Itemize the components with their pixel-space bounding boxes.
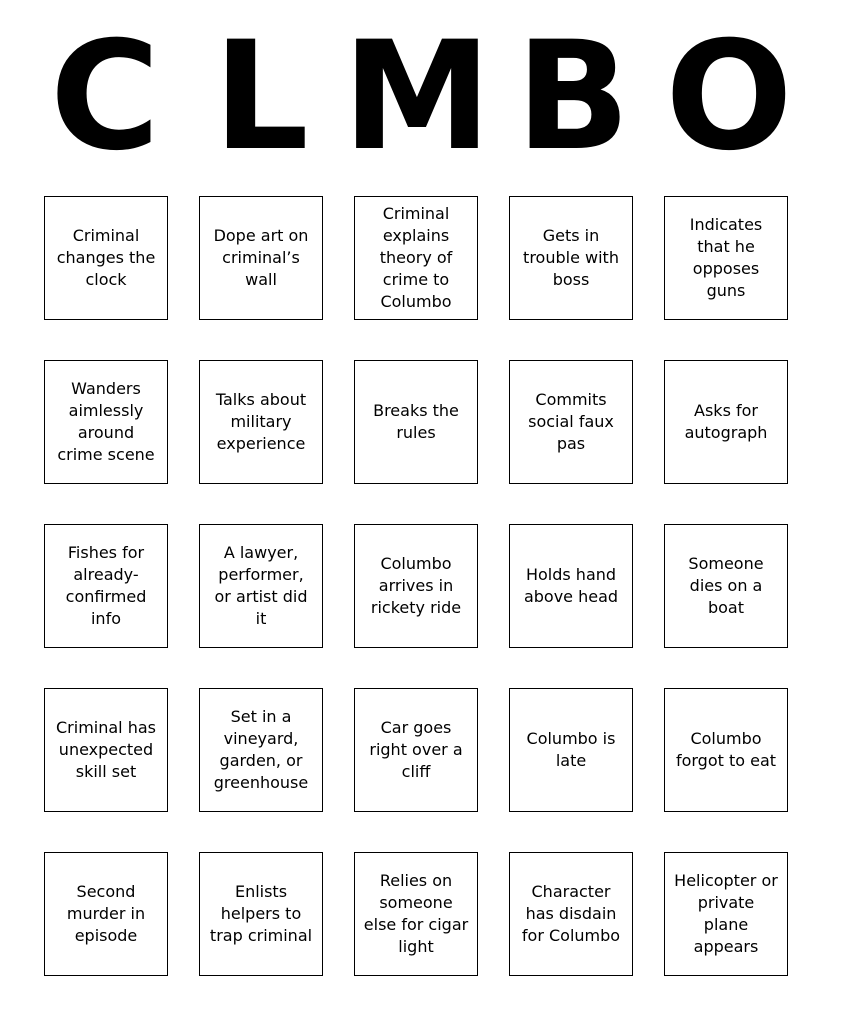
bingo-square[interactable] <box>509 688 633 812</box>
square-label: Helicopter or private plane appears <box>674 871 778 956</box>
square-label: A lawyer, performer, or artist did it <box>214 543 308 628</box>
square-label: Columbo arrives in rickety ride <box>370 554 462 617</box>
bingo-square[interactable] <box>44 688 168 812</box>
bingo-square[interactable] <box>199 196 323 320</box>
square-label: Indicates that he opposes guns <box>689 215 763 300</box>
square-label: Dope art on criminal’s wall <box>213 226 309 289</box>
square-label: Gets in trouble with boss <box>523 226 619 289</box>
bingo-square[interactable] <box>509 524 633 648</box>
square-label: Someone dies on a boat <box>688 554 764 617</box>
bingo-square[interactable] <box>664 196 788 320</box>
square-label: Enlists helpers to trap criminal <box>209 882 313 945</box>
title-letter: O <box>665 10 793 184</box>
bingo-square[interactable] <box>509 360 633 484</box>
bingo-square[interactable] <box>199 688 323 812</box>
bingo-square[interactable] <box>664 524 788 648</box>
square-label: Columbo forgot to eat <box>675 729 777 770</box>
title-letter: C <box>49 10 161 184</box>
bingo-square[interactable] <box>664 688 788 812</box>
square-label: Asks for autograph <box>684 401 768 442</box>
title-letter: M <box>342 10 492 184</box>
bingo-square[interactable] <box>354 196 478 320</box>
bingo-square[interactable] <box>354 524 478 648</box>
bingo-square[interactable] <box>509 852 633 976</box>
bingo-square[interactable] <box>354 360 478 484</box>
square-label: Commits social faux pas <box>528 390 614 453</box>
square-label: Holds hand above head <box>523 565 619 606</box>
square-label: Criminal explains theory of crime to Columbo <box>379 204 453 311</box>
square-label: Character has disdain for Columbo <box>521 882 621 945</box>
square-label: Breaks the rules <box>373 401 459 442</box>
title-letter: L <box>213 10 309 184</box>
square-label: Relies on someone else for cigar light <box>363 871 469 956</box>
bingo-square[interactable] <box>354 688 478 812</box>
bingo-square[interactable] <box>44 196 168 320</box>
square-label: Criminal has unexpected skill set <box>56 718 156 781</box>
bingo-square[interactable] <box>509 196 633 320</box>
square-label: Fishes for already-confirmed info <box>65 543 147 628</box>
square-label: Criminal changes the clock <box>56 226 156 289</box>
square-label: Set in a vineyard, garden, or greenhouse <box>213 707 309 792</box>
bingo-square[interactable] <box>354 852 478 976</box>
square-label: Car goes right over a cliff <box>369 718 463 781</box>
title-letter: B <box>515 10 631 184</box>
bingo-square[interactable] <box>199 524 323 648</box>
bingo-square[interactable] <box>199 852 323 976</box>
bingo-square[interactable] <box>44 852 168 976</box>
square-label: Wanders aimlessly around crime scene <box>57 379 155 464</box>
bingo-square[interactable] <box>199 360 323 484</box>
square-label: Columbo is late <box>526 729 616 770</box>
square-label: Talks about military experience <box>215 390 307 453</box>
square-label: Second murder in episode <box>66 882 146 945</box>
bingo-square[interactable] <box>44 360 168 484</box>
bingo-square[interactable] <box>664 360 788 484</box>
bingo-square[interactable] <box>44 524 168 648</box>
bingo-square[interactable] <box>664 852 788 976</box>
